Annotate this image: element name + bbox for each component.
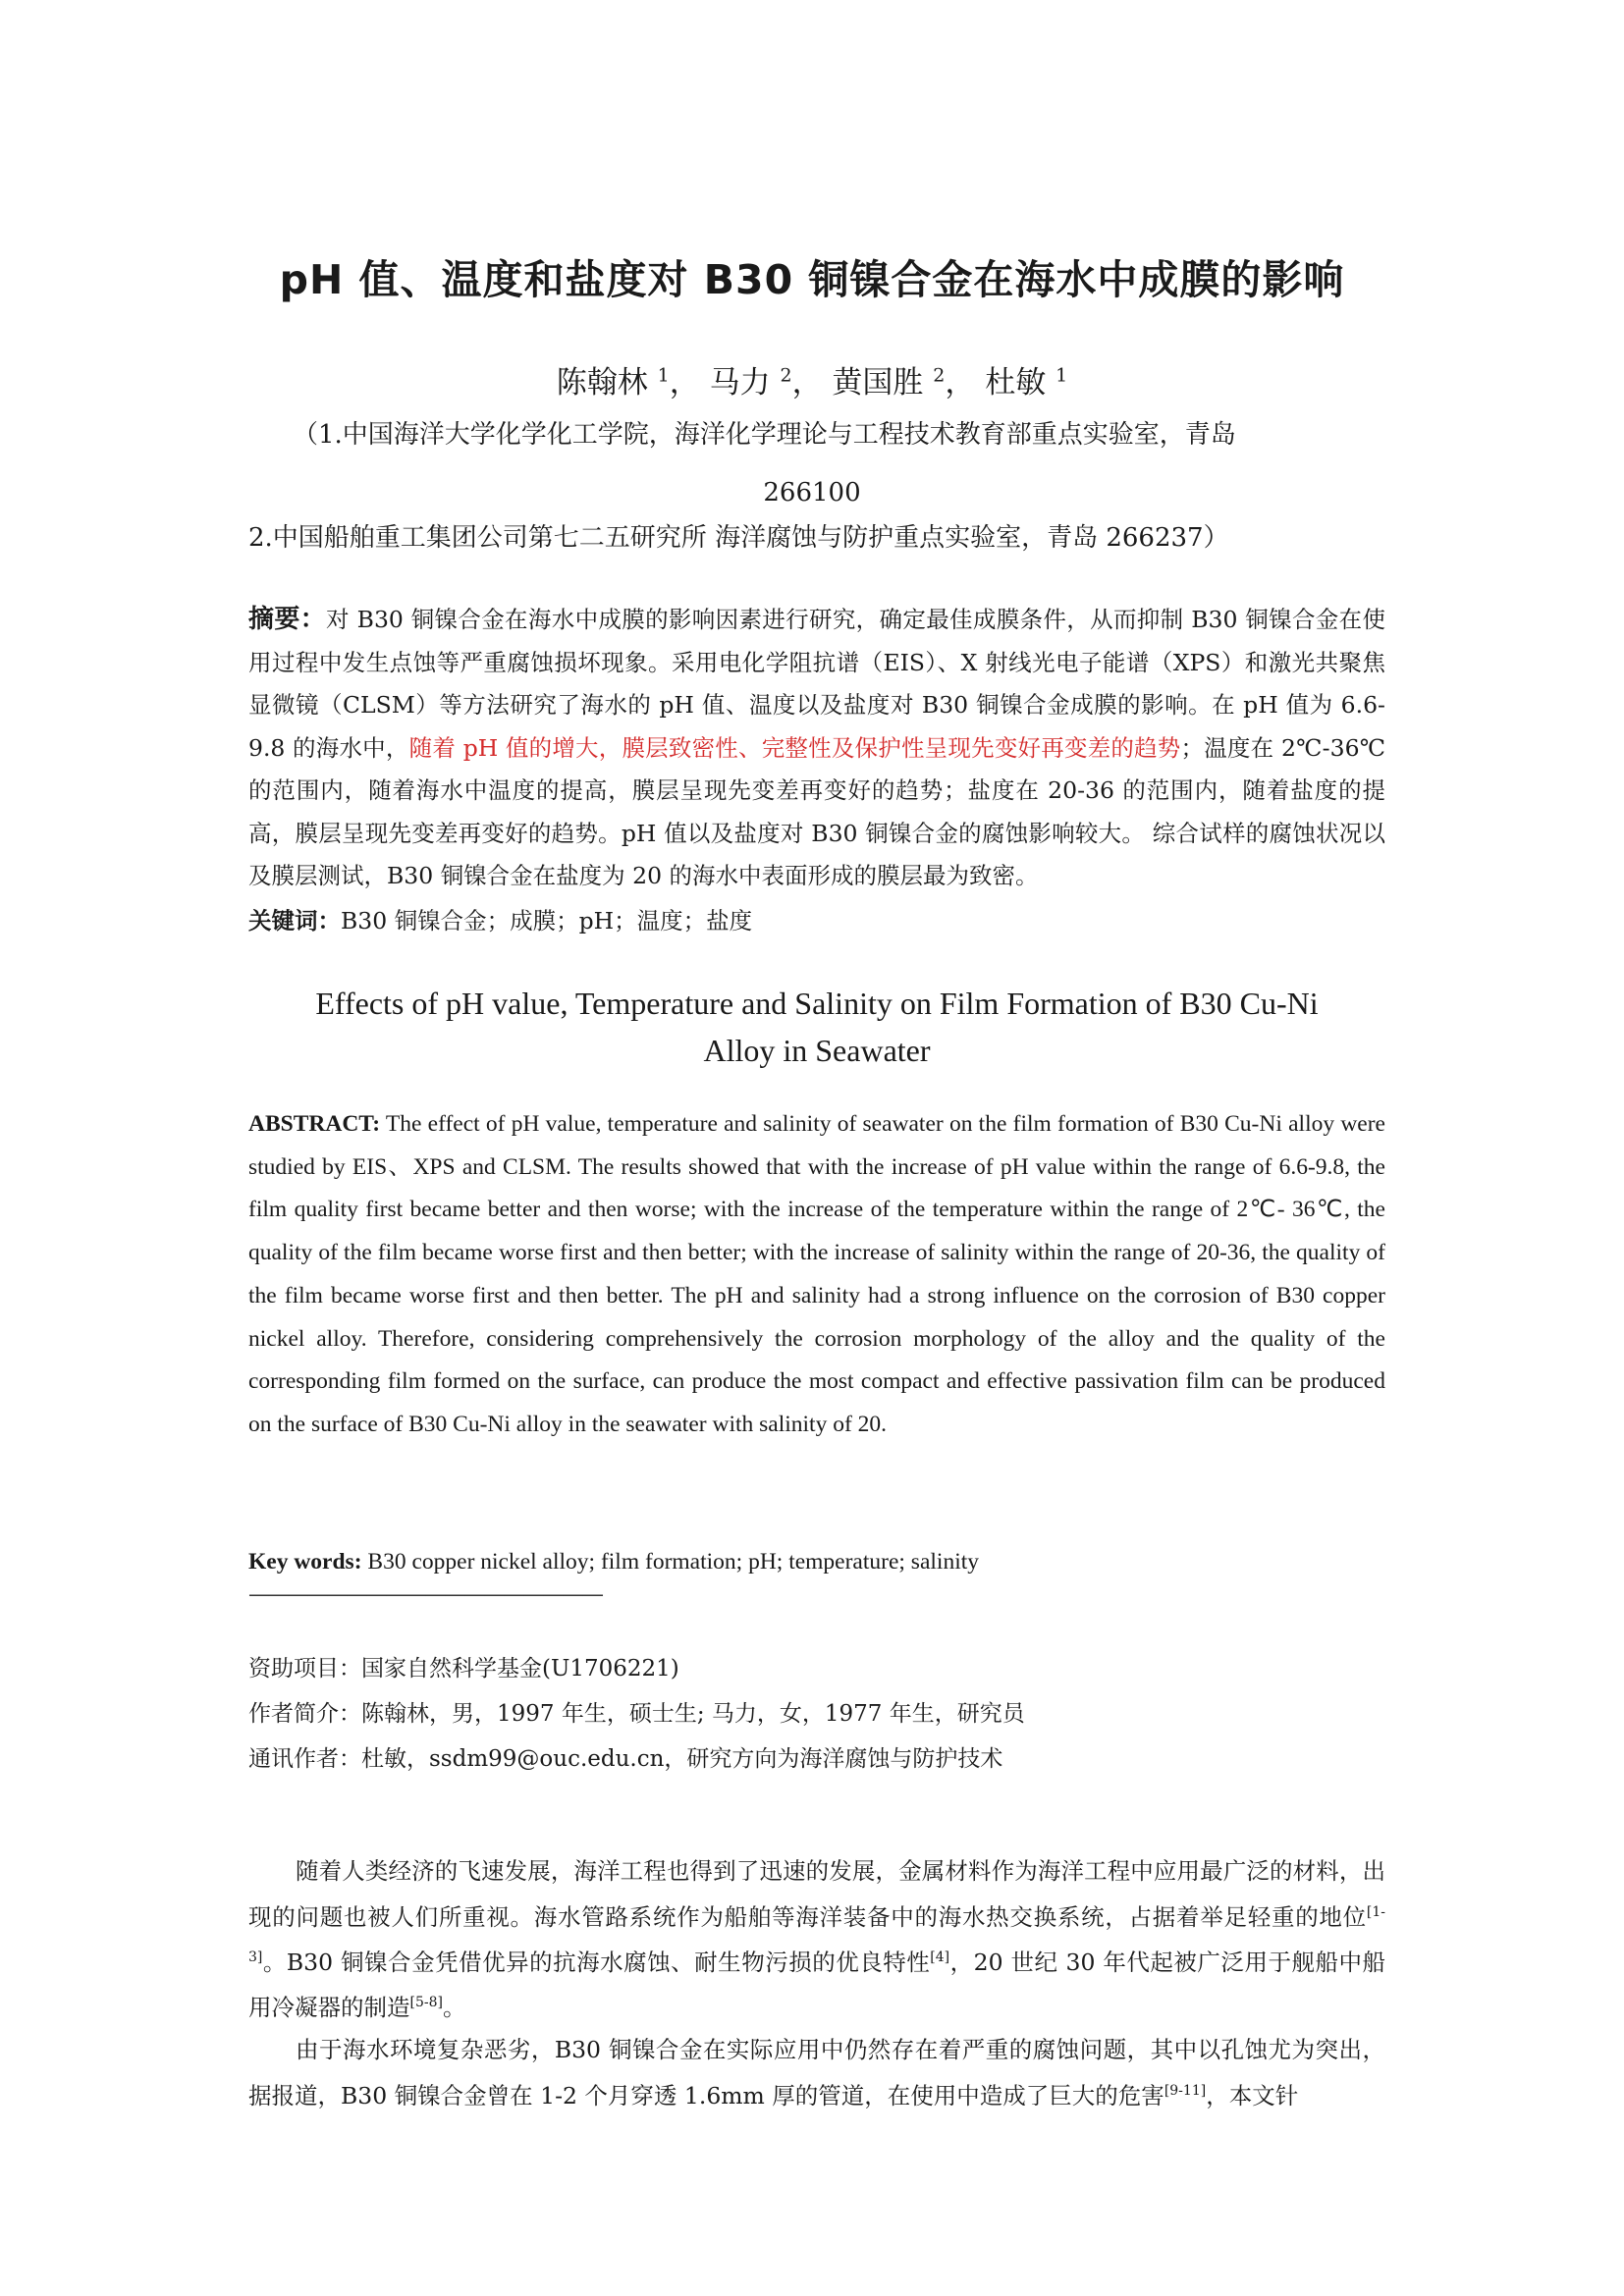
footnote-divider: —————————————————— [248, 1582, 602, 1607]
abstract-english [248, 1103, 1385, 1447]
footnote-author-bio: 作者简介：陈翰林，男，1997 年生，硕士生; 马力，女，1977 年生，研究员 [248, 1701, 1025, 1727]
footnote-corresponding-author: 通讯作者：杜敏，ssdm99@ouc.edu.cn，研究方向为海洋腐蚀与防护技术 [248, 1746, 1003, 1772]
footnote-funding: 资助项目：国家自然科学基金(U1706221) [248, 1656, 679, 1682]
citation-ref: [1-3] [248, 1903, 1385, 1965]
body-text-segment: 。 [442, 1993, 466, 2021]
body-text-segment: ，本文针 [1206, 2081, 1299, 2109]
citation-ref: [5-8] [409, 1995, 443, 2011]
keywords-english [248, 1542, 1385, 1581]
abstract-chinese-text-continued: ；温度在 2℃-36℃的范围内，随着海水中温度的提高，膜层呈现先变差再变好的趋势；盐度在 20-36 的范围内，随着盐度的提高，膜层呈现先变差再变好的趋势。pH 值以及盐度对 B30 铜镍合金的腐蚀影响较大。 综合试样的腐蚀状况以及膜层测试，B30 铜镍合金在盐度为 20 的海水中表面形成的膜层最为致密。 [248, 733, 1386, 889]
citation-ref: [9-11] [1164, 2082, 1207, 2099]
english-title-line-2: Alloy in Seawater [703, 1033, 931, 1068]
author-name: 陈翰林 [556, 365, 648, 400]
affiliation-line-2: 266100 [763, 478, 861, 507]
author-name: 马力 [709, 365, 771, 400]
keywords-chinese [248, 901, 1385, 940]
abstract-english-label: ABSTRACT: [248, 1111, 381, 1137]
affiliation-line-1: （1.中国海洋大学化学化工学院，海洋化学理论与工程技术教育部重点实验室，青岛 [293, 420, 1236, 450]
keywords-english-text: B30 copper nickel alloy; film formation; pH; temperature; salinity [361, 1549, 979, 1575]
english-title-line-1: Effects of pH value, Temperature and Salinity on Film Formation of B30 Cu-Ni [315, 986, 1319, 1021]
author-list: 陈翰林 $^1$， 马力 $^2$， 黄国胜 $^2$， 杜敏 $^1$ [556, 364, 1068, 400]
body-text-segment: 。B30 铜镍合金凭借优异的抗海水腐蚀、耐生物污损的优良特性 [262, 1948, 931, 1976]
author-name: 杜敏 [985, 365, 1047, 400]
english-title [248, 980, 1385, 1074]
abstract-chinese-label: 摘要： [248, 605, 327, 634]
body-text-segment: 随着人类经济的飞速发展，海洋工程也得到了迅速的发展，金属材料作为海洋工程中应用最广泛的材料，出现的问题也被人们所重视。海水管路系统作为船舶等海洋装备中的海水热交换系统，占据着举足轻重的地位 [248, 1857, 1385, 1931]
body-paragraph-2 [248, 2030, 1385, 2116]
author-name: 黄国胜 [832, 365, 924, 400]
body-text-segment: ，20 世纪 30 年代起被广泛用于舰船中船用冷凝器的制造 [248, 1948, 1385, 2021]
keywords-chinese-text: B30 铜镍合金；成膜；pH；温度；盐度 [341, 907, 753, 934]
abstract-chinese-highlight: 随着 pH 值的增大，膜层致密性、完整性及保护性呈现先变好再变差的趋势 [408, 733, 1181, 762]
body-text-segment: 由于海水环境复杂恶劣，B30 铜镍合金在实际应用中仍然存在着严重的腐蚀问题，其中以孔蚀尤为突出，据报道，B30 铜镍合金曾在 1-2 个月穿透 1.6mm 厚的管道，在使用中造成了巨大的危害 [248, 2036, 1385, 2109]
body-text [248, 1851, 1385, 2116]
author-affiliation-mark: 2 [933, 364, 946, 387]
paper-title: pH 值、温度和盐度对 B30 铜镍合金在海水中成膜的影响 [279, 256, 1345, 303]
keywords-english-label: Key words: [248, 1549, 362, 1575]
abstract-english-text: The effect of pH value, temperature and salinity of seawater on the film formation of B30 Cu-Ni alloy were studied by EIS、XPS and CLSM. The results showed that with the increase of pH value within the range of 6.6-9.8, the film quality first became better and then worse; with the increase of the temperature within the range of 2℃- 36℃, the quality of the film became worse first and then better; with the increase of salinity within the range of 20-36, the quality of the film became worse first and then better. The pH and salinity had a strong influence on the corrosion of B30 copper nickel alloy. Therefore, considering comprehensively the corrosion morphology of the alloy and the quality of the corresponding film formed on the surface, can produce the most compact and effective passivation film can be produced on the surface of B30 Cu-Ni alloy in the seawater with salinity of 20. [248, 1111, 1385, 1437]
body-paragraph-1 [248, 1851, 1385, 2028]
affiliation-line-3: 2.中国船舶重工集团公司第七二五研究所 海洋腐蚀与防护重点实验室，青岛 266237） [248, 523, 1229, 553]
citation-ref: [4] [930, 1949, 950, 1965]
keywords-chinese-label: 关键词： [248, 907, 341, 934]
author-affiliation-mark: 2 [780, 364, 792, 387]
author-affiliation-mark: 1 [657, 364, 670, 387]
abstract-chinese [248, 599, 1385, 898]
author-affiliation-mark: 1 [1056, 364, 1068, 387]
abstract-chinese-text: 对 B30 铜镍合金在海水中成膜的影响因素进行研究，确定最佳成膜条件，从而抑制 B30 铜镍合金在使用过程中发生点蚀等严重腐蚀损坏现象。采用电化学阻抗谱（EIS）、X 射线光电子能谱（XPS）和激光共聚焦显微镜（CLSM）等方法研究了海水的 pH 值、温度以及盐度对 B30 铜镍合金成膜的影响。在 pH 值为 6.6-9.8 的海水中， [248, 606, 1385, 762]
